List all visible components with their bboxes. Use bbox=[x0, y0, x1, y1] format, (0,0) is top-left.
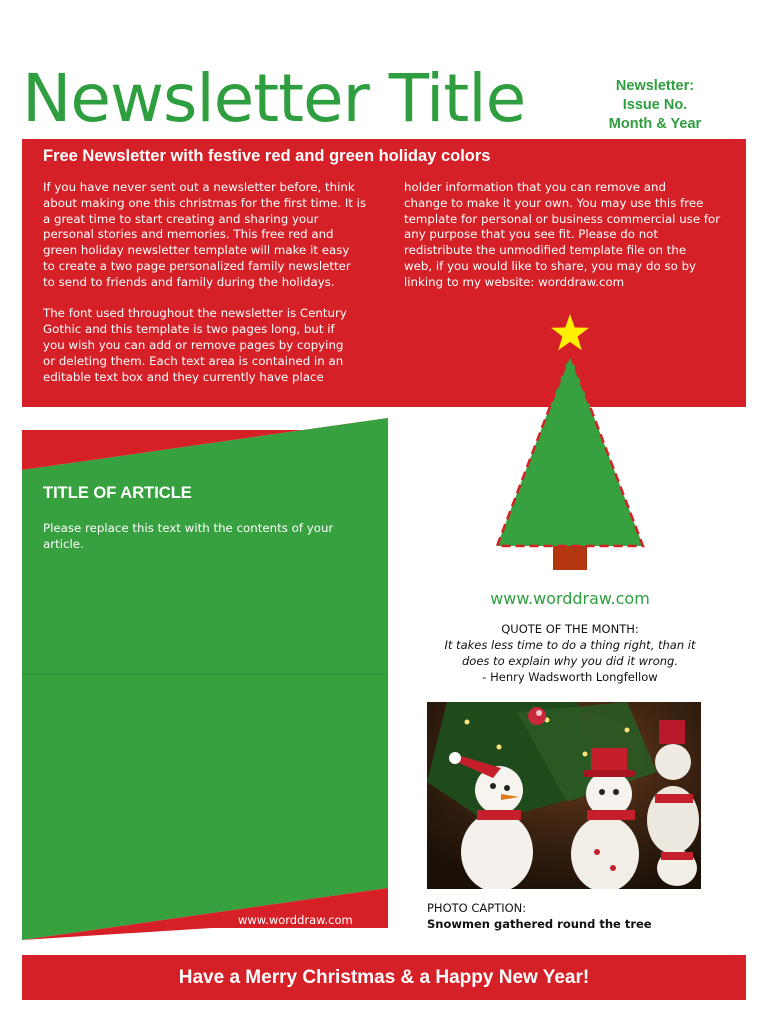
newsletter-title: Newsletter Title bbox=[22, 60, 526, 137]
issue-label: Newsletter: bbox=[615, 78, 695, 94]
article-title: TITLE OF ARTICLE bbox=[43, 484, 192, 502]
snowmen-photo bbox=[427, 702, 701, 889]
issue-number: Issue No. bbox=[622, 97, 688, 113]
star-icon bbox=[551, 314, 589, 350]
article-body: Please replace this text with the contents of your article. bbox=[43, 521, 334, 551]
tree-trunk bbox=[553, 546, 587, 570]
issue-info bbox=[588, 77, 722, 134]
photo-caption-label: PHOTO CAPTION: bbox=[427, 901, 527, 915]
issue-date: Month & Year bbox=[608, 116, 702, 132]
holiday-greeting-banner: Have a Merry Christmas & a Happy New Year! bbox=[22, 955, 746, 1000]
quote-text: It takes less time to do a thing right, than it does to explain why you did it wrong. bbox=[444, 638, 696, 668]
quote-label: QUOTE OF THE MONTH: bbox=[501, 622, 639, 636]
intro-column-left: If you have never sent out a newsletter before, think about making one this christmas for the first time. It is a great time to start creating and sharing your personal stories and memories. This free red and green holiday newsletter template will make it easy to create a two page personalized family newsletter to send to friends and family during the holidays. The font used throughout the newsletter is Century Gothic and this template is two pages long, but if you wish you can add or remove pages by copying or deleting them. Each text area is contained in an editable text box and they currently have place bbox=[43, 180, 367, 384]
website-link[interactable]: www.worddraw.com bbox=[490, 589, 650, 608]
intro-column-right: holder information that you can remove and change to make it your own. You may use this free template for personal or business commercial use for any purpose that you see fit. Please do not redistribute the unmodified template file on the web, if you would like to share, you may do so by linking to my website: worddraw.com bbox=[404, 180, 721, 289]
tree-body bbox=[497, 354, 643, 546]
article-url[interactable]: www.worddraw.com bbox=[238, 913, 353, 927]
photo-caption-text: Snowmen gathered round the tree bbox=[427, 917, 652, 931]
quote-author: - Henry Wadsworth Longfellow bbox=[482, 670, 658, 684]
intro-heading: Free Newsletter with festive red and green holiday colors bbox=[43, 147, 491, 165]
photo-caption bbox=[427, 900, 652, 932]
christmas-tree-illustration bbox=[490, 310, 650, 572]
quote-of-the-month bbox=[420, 621, 720, 685]
